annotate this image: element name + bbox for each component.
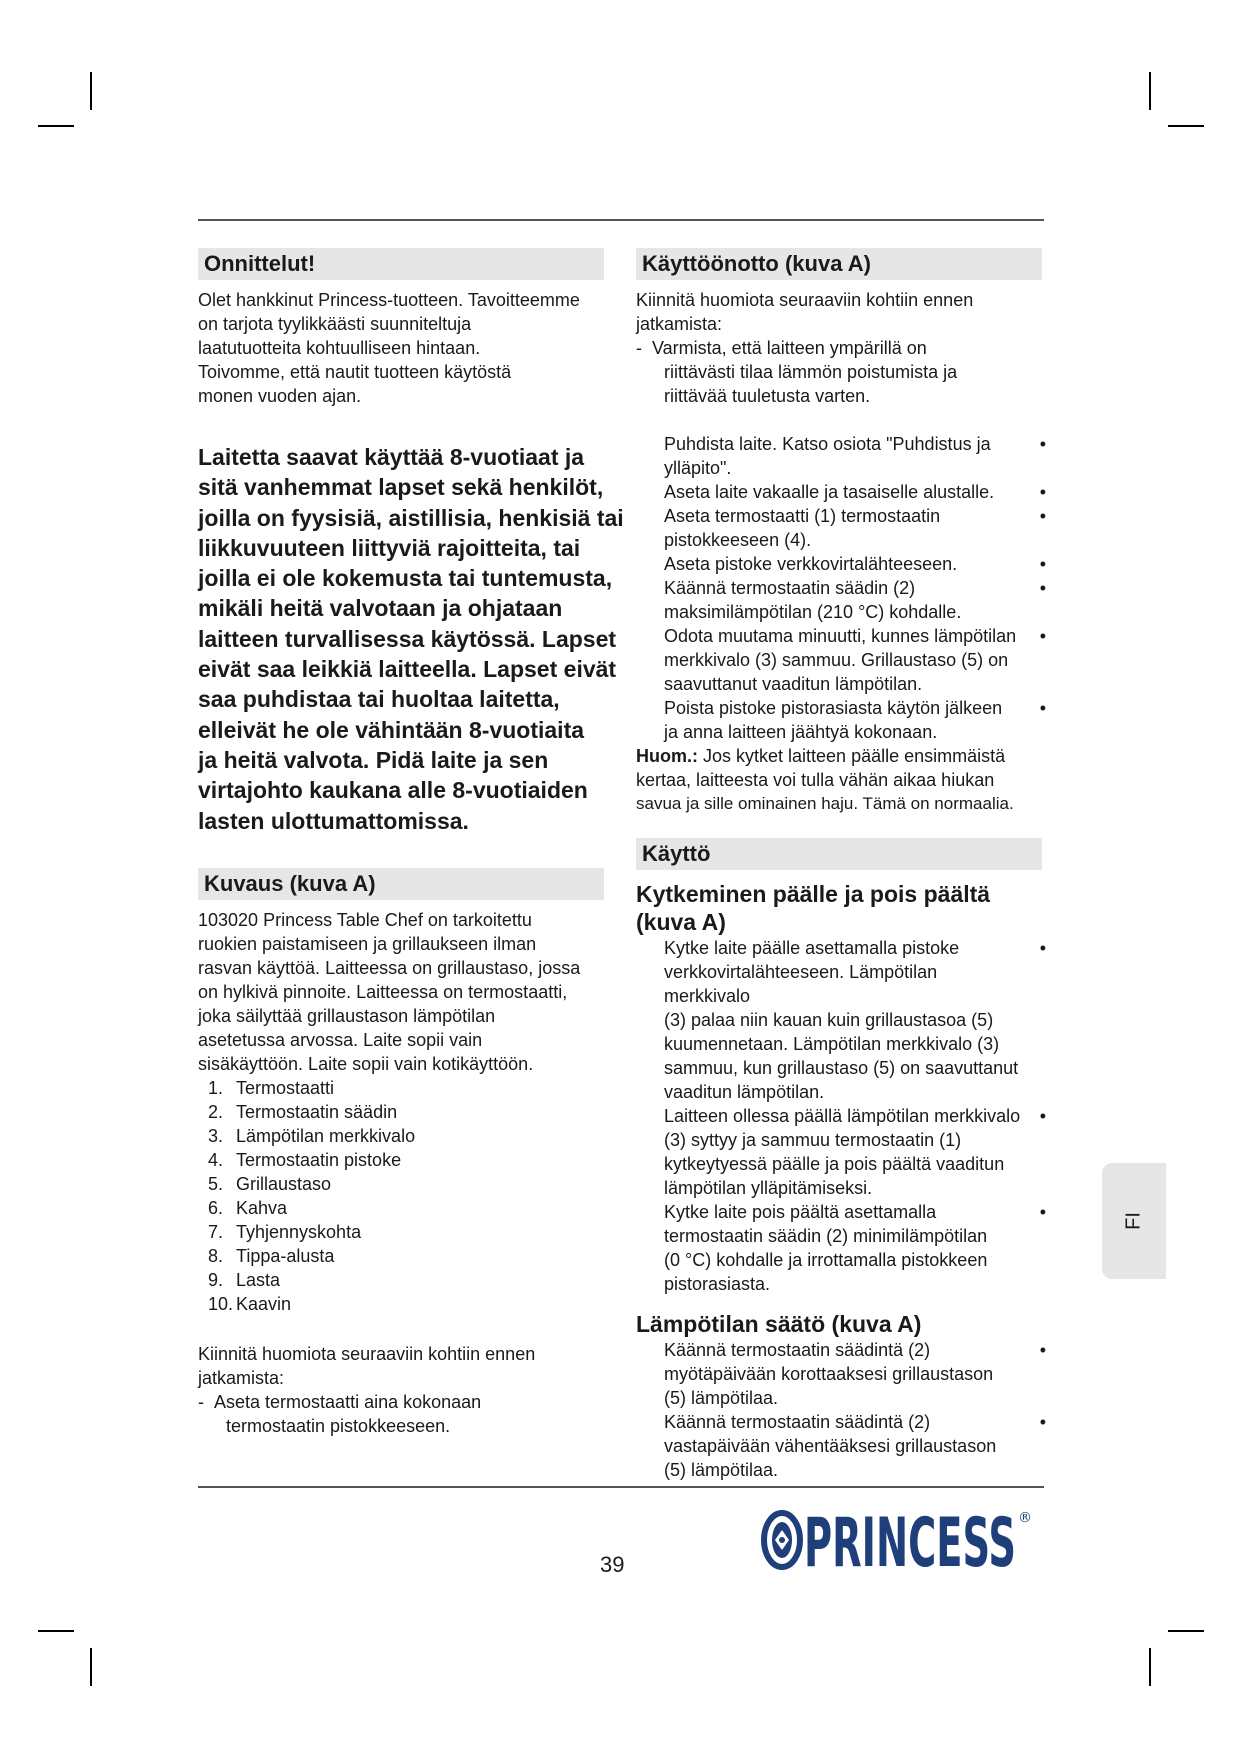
note-line: jatkamista: (198, 1367, 285, 1388)
warning-line: liikkuvuuteen liittyviä rajoitteita, tai (198, 534, 581, 561)
crop-mark (1168, 125, 1204, 127)
list-item: • Odota muutama minuutti, kunnes lämpötilan merkkivalo (3) sammuu. Grillaustaso (5) on saavuttanut vaaditun lämpötilan. (664, 626, 1046, 694)
list-item: 1. Termostaatti (208, 1077, 335, 1098)
bullet-marker: • (1039, 626, 1046, 646)
onoff-subsection (636, 880, 1046, 1296)
bottom-rule (198, 1486, 1044, 1488)
princess-logo (760, 1500, 1040, 1580)
startup-line: jatkamista: (636, 314, 723, 334)
list-item: • Käännä termostaatin säädintä (2) myötäpäivään korottaaksesi grillaustason (5) lämpötilaa. (664, 1340, 1046, 1408)
dash-line: termostaatin pistokkeeseen. (226, 1415, 451, 1436)
bullet-marker: • (1039, 554, 1046, 574)
crop-mark (38, 1630, 74, 1632)
description-line: sisäkäyttöön. Laite sopii vain kotikäyttöön. (198, 1053, 534, 1074)
crop-mark (38, 125, 74, 127)
crop-mark (1149, 1648, 1151, 1686)
note-line: Jos kytket laitteen päälle ensimmäistä (698, 746, 1006, 766)
list-item: 2. Termostaatin säädin (208, 1101, 398, 1122)
bullet-marker: • (1039, 434, 1046, 454)
description-line: joka säilyttää grillaustason lämpötilan (198, 1005, 496, 1026)
warning-line: virtajohto kaukana alle 8-vuotiaiden (198, 777, 588, 804)
description-line: on hylkivä pinnoite. Laitteessa on termostaatti, (198, 981, 568, 1002)
list-item: • Laitteen ollessa päällä lämpötilan merkkivalo (3) syttyy ja sammuu termostaatin (1) kytkeytyessä päälle ja pois päältä vaaditun lämpötilan ylläpitämiseksi. (664, 1106, 1046, 1198)
crop-mark (1149, 72, 1151, 110)
startup-note (636, 744, 1046, 816)
warning-line: sitä vanhemmat lapset sekä henkilöt, (198, 474, 604, 501)
list-item: • Aseta pistoke verkkovirtalähteeseen. (664, 554, 1046, 574)
dash-line: riittävää tuuletusta varten. (664, 386, 871, 406)
warning-line: joilla on fyysisiä, aistillisia, henkisiä tai (198, 504, 624, 531)
intro-line: Toivomme, että nautit tuotteen käytöstä (198, 362, 512, 382)
list-item: • Aseta laite vakaalle ja tasaiselle alustalle. (664, 482, 1046, 502)
warning-line: eivät saa leikkiä laitteella. Lapset eivät (198, 656, 617, 683)
parts-list (198, 1076, 630, 1316)
crown-emblem-icon (764, 1513, 800, 1567)
section-heading-congrats: Onnittelut! (198, 248, 604, 280)
description-paragraph (198, 908, 630, 1076)
crop-mark (90, 72, 92, 110)
description-line: asetetussa arvossa. Laite sopii vain (198, 1029, 483, 1050)
bullet-marker: • (1039, 578, 1046, 598)
startup-line: Kiinnitä huomiota seuraaviin kohtiin ennen (636, 290, 974, 310)
list-item: • Aseta termostaatti (1) termostaatin pistokkeeseen (4). (664, 506, 1046, 550)
right-column (636, 248, 1046, 1482)
warning-line: Laitetta saavat käyttää 8-vuotiaat ja (198, 444, 585, 470)
bullet-marker: • (1039, 1202, 1046, 1222)
dash-line: Varmista, että laitteen ympärillä on (652, 338, 927, 358)
bullet-marker: • (1039, 482, 1046, 502)
warning-line: joilla ei ole kokemusta tai tuntemusta, (198, 565, 613, 592)
startup-lead (636, 288, 1046, 408)
intro-line: monen vuoden ajan. (198, 386, 362, 406)
note-line: savua ja sille ominainen haju. Tämä on normaalia. (636, 794, 1014, 813)
warning-line: mikäli heitä valvotaan ja ohjataan (198, 595, 563, 622)
dash-item (198, 1390, 630, 1438)
warning-line: saa puhdistaa tai huoltaa laitetta, (198, 686, 560, 713)
language-tab (1102, 1163, 1166, 1279)
list-item: 3. Lämpötilan merkkivalo (208, 1125, 416, 1146)
page-number: 39 (600, 1552, 625, 1577)
subheading-temp: Lämpötilan säätö (kuva A) (636, 1311, 922, 1337)
list-item: 4. Termostaatin pistoke (208, 1149, 402, 1170)
note-line: kertaa, laitteesta voi tulla vähän aikaa hiukan (636, 770, 995, 790)
list-item: • Kytke laite pois päältä asettamalla termostaatin säädin (2) minimilämpötilan (0 °C) kohdalle ja irrottamalla pistokkeen pistorasiasta. (664, 1202, 1046, 1294)
dash-marker: - (636, 338, 642, 358)
section-heading-description: Kuvaus (kuva A) (198, 868, 604, 900)
left-column (198, 248, 630, 1438)
bullet-marker: • (1039, 506, 1046, 526)
language-tab-label: FI (1122, 1212, 1145, 1230)
bullet-marker: • (1039, 938, 1046, 958)
list-item: 6. Kahva (208, 1197, 288, 1218)
list-item: • Poista pistoke pistorasiasta käytön jälkeen ja anna laitteen jäähtyä kokonaan. (664, 698, 1046, 742)
section-heading-usage: Käyttö (636, 838, 1042, 870)
top-rule (198, 219, 1044, 221)
list-item: • Käännä termostaatin säädintä (2) vastapäivään vähentääksesi grillaustason (5) lämpötilaa. (664, 1412, 1046, 1480)
intro-line: Olet hankkinut Princess-tuotteen. Tavoitteemme (198, 290, 580, 310)
description-line: ruokien paistamiseen ja grillaukseen ilman (198, 933, 537, 954)
subheading-onoff: Kytkeminen päälle ja pois päältä (kuva A) (636, 881, 991, 935)
note-line: Kiinnitä huomiota seuraaviin kohtiin ennen (198, 1343, 536, 1364)
list-item: 5. Grillaustaso (208, 1173, 332, 1194)
list-item: 8. Tippa-alusta (208, 1245, 335, 1266)
list-item: 7. Tyhjennyskohta (208, 1221, 362, 1242)
startup-steps (636, 432, 1046, 744)
list-item: • Käännä termostaatin säädin (2) maksimilämpötilan (210 °C) kohdalle. (664, 578, 1046, 622)
intro-line: on tarjota tyylikkäästi suunniteltuja (198, 314, 472, 334)
note-label: Huom.: (636, 746, 698, 766)
description-line: 103020 Princess Table Chef on tarkoitettu (198, 909, 532, 930)
dash-line: riittävästi tilaa lämmön poistumista ja (664, 362, 958, 382)
warning-line: elleivät he ole vähintään 8-vuotiaita (198, 716, 585, 743)
list-item: • Puhdista laite. Katso osiota "Puhdistus ja ylläpito". (664, 434, 1046, 478)
dash-line: Aseta termostaatti aina kokonaan (214, 1391, 482, 1412)
logo-wordmark: PRINCESS (804, 1504, 1016, 1580)
list-item: 10. Kaavin (208, 1293, 292, 1314)
description-line: rasvan käyttöä. Laitteessa on grillaustaso, jossa (198, 957, 581, 978)
list-item: • Kytke laite päälle asettamalla pistoke verkkovirtalähteeseen. Lämpötilan merkkivalo (3) palaa niin kauan kuin grillaustasoa (5) kuumennetaan. Lämpötilan merkkivalo (3) sammuu, kun grillaustaso (5) on saavuttanut vaaditun lämpötilan. (664, 938, 1046, 1102)
crop-mark (90, 1648, 92, 1686)
crop-mark (1168, 1630, 1204, 1632)
warning-line: lasten ulottumattomissa. (198, 807, 469, 834)
registered-mark: ® (1018, 1510, 1032, 1526)
dash-item (636, 336, 1046, 408)
temp-subsection (636, 1310, 1046, 1482)
bullet-marker: • (1039, 1340, 1046, 1360)
bullet-marker: • (1039, 1412, 1046, 1432)
section-heading-startup: Käyttöönotto (kuva A) (636, 248, 1042, 280)
safety-warning (198, 442, 630, 836)
warning-line: laitteen turvallisessa käytössä. Lapset (198, 625, 617, 652)
intro-paragraph (198, 288, 630, 408)
list-item: 9. Lasta (208, 1269, 281, 1290)
bullet-marker: • (1039, 698, 1046, 718)
dash-marker: - (198, 1391, 204, 1412)
intro-line: laatutuotteita kohtuulliseen hintaan. (198, 338, 481, 358)
warning-line: ja heitä valvota. Pidä laite ja sen (198, 746, 549, 773)
bullet-marker: • (1039, 1106, 1046, 1126)
left-note (198, 1342, 630, 1438)
